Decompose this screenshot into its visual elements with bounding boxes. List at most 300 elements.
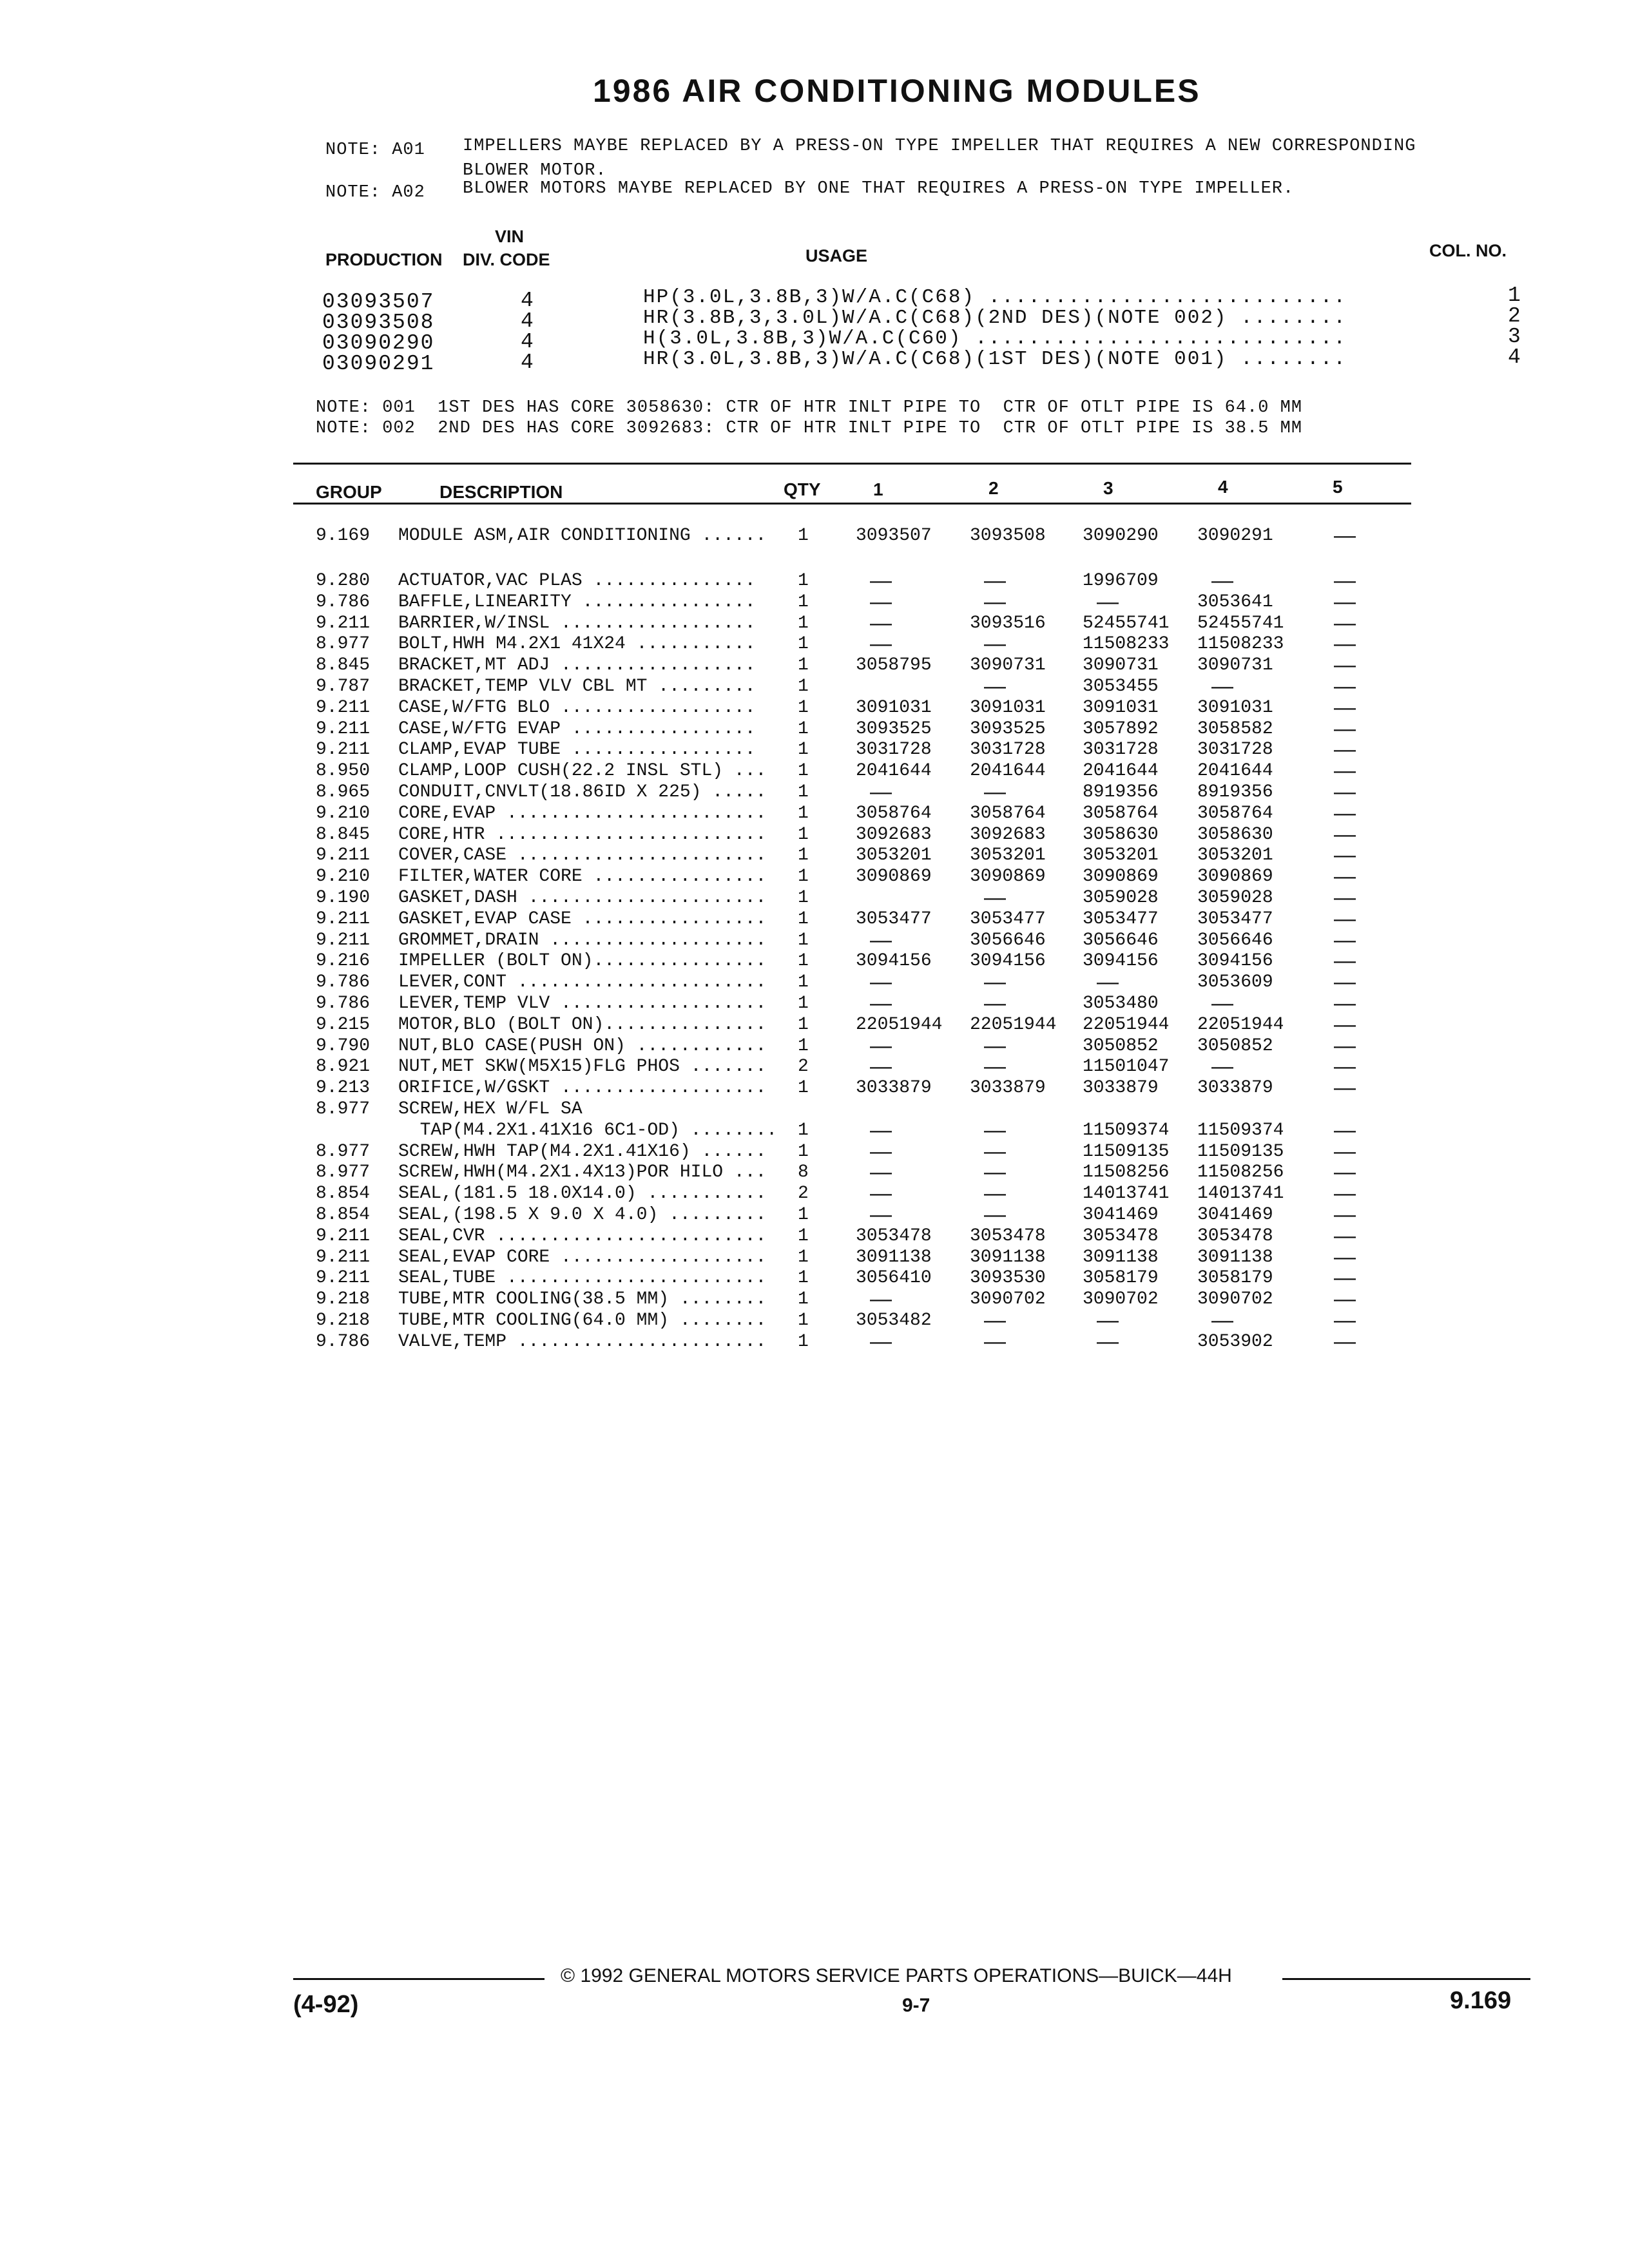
- part-qty: 1: [798, 867, 809, 887]
- part-col-3: 3058630: [1083, 824, 1159, 845]
- module-production: 03090291: [322, 352, 435, 376]
- part-col-3: 11508233: [1083, 634, 1170, 655]
- part-group: 9.786: [316, 972, 371, 993]
- table-row: [0, 631, 1629, 657]
- part-qty: 1: [798, 677, 809, 697]
- part-col-4: 11508256: [1197, 1162, 1284, 1183]
- table-row: [0, 1308, 1629, 1332]
- part-col-5: —: [1334, 523, 1356, 548]
- part-col-3: 3090869: [1083, 867, 1159, 887]
- table-row: [0, 800, 1629, 825]
- table-row: [0, 737, 1629, 762]
- part-col-3: 1996709: [1083, 571, 1159, 591]
- part-description: CASE,W/FTG EVAP .................: [398, 718, 756, 739]
- part-qty: 1: [798, 1120, 809, 1140]
- part-col-3: —: [1097, 1329, 1119, 1354]
- table-row: [0, 1162, 1629, 1184]
- part-col-5: —: [1334, 610, 1356, 635]
- part-group: 8.854: [316, 1205, 371, 1225]
- col-header-group: GROUP: [316, 482, 382, 502]
- module-div: 4: [521, 309, 535, 333]
- part-description: TUBE,MTR COOLING(38.5 MM) ........: [398, 1289, 767, 1310]
- part-qty: 1: [798, 1035, 809, 1056]
- table-row: [0, 1099, 1629, 1120]
- part-col-2: —: [984, 1202, 1006, 1227]
- part-col-2: 3094156: [970, 951, 1046, 972]
- part-col-5: —: [1334, 568, 1356, 593]
- part-col-4: 3058764: [1197, 803, 1273, 823]
- part-col-2: 3090702: [970, 1289, 1046, 1310]
- part-col-1: —: [870, 589, 892, 614]
- part-col-4: 2041644: [1197, 761, 1273, 782]
- part-qty: 2: [798, 1057, 809, 1077]
- part-col-5: —: [1334, 695, 1356, 720]
- part-col-2: —: [984, 1054, 1006, 1079]
- part-description: BRACKET,TEMP VLV CBL MT .........: [398, 677, 756, 697]
- production-header: PRODUCTION: [325, 250, 443, 269]
- part-col-4: 3059028: [1197, 888, 1273, 908]
- part-description: TAP(M4.2X1.41X16 6C1-OD) ........: [398, 1120, 778, 1140]
- part-qty: 1: [798, 1247, 809, 1267]
- part-col-3: 52455741: [1083, 613, 1170, 633]
- part-group: 9.213: [316, 1078, 371, 1099]
- part-col-1: —: [870, 1181, 892, 1206]
- part-qty: 1: [798, 718, 809, 739]
- part-qty: 8: [798, 1162, 809, 1183]
- part-col-1: 3090869: [856, 867, 932, 887]
- table-row: [0, 822, 1629, 847]
- part-col-5: —: [1334, 1054, 1356, 1079]
- part-col-1: 3053478: [856, 1225, 932, 1246]
- part-col-2: —: [984, 1160, 1006, 1185]
- part-col-4: 3058179: [1197, 1268, 1273, 1289]
- part-group: 9.211: [316, 908, 371, 929]
- part-qty: 1: [798, 824, 809, 845]
- part-col-1: —: [870, 1117, 892, 1142]
- part-col-2: —: [984, 780, 1006, 804]
- part-col-2: —: [984, 1033, 1006, 1058]
- part-group: 9.211: [316, 718, 371, 739]
- part-col-2: —: [984, 1308, 1006, 1332]
- part-group: 9.211: [316, 1268, 371, 1289]
- part-description: CLAMP,LOOP CUSH(22.2 INSL STL) ...: [398, 761, 767, 782]
- part-group: 9.787: [316, 677, 371, 697]
- part-col-5: —: [1334, 864, 1356, 889]
- part-col-4: 3053201: [1197, 845, 1273, 866]
- part-qty: 1: [798, 1268, 809, 1289]
- part-group: 9.215: [316, 1014, 371, 1035]
- table-row: [0, 906, 1629, 931]
- part-col-1: 3053482: [856, 1311, 932, 1331]
- part-group: 9.211: [316, 1247, 371, 1267]
- table-row: [0, 568, 1629, 593]
- part-col-3: 3058764: [1083, 803, 1159, 823]
- part-qty: 1: [798, 782, 809, 802]
- part-group: 9.211: [316, 613, 371, 633]
- part-group: 8.854: [316, 1184, 371, 1204]
- part-qty: 1: [798, 571, 809, 591]
- module-usage: H(3.0L,3.8B,3)W/A.C(C60) ............................: [643, 327, 1347, 350]
- part-col-3: —: [1097, 970, 1119, 995]
- part-col-5: —: [1334, 800, 1356, 825]
- part-group: 8.965: [316, 782, 371, 802]
- part-qty: 1: [798, 1078, 809, 1099]
- part-col-1: —: [870, 780, 892, 804]
- footer-copyright: © 1992 GENERAL MOTORS SERVICE PARTS OPERATIONS—BUICK—44H: [561, 1965, 1232, 1986]
- part-group: 9.211: [316, 740, 371, 760]
- part-qty: 1: [798, 761, 809, 782]
- col-header-qty: QTY: [784, 479, 821, 499]
- part-col-2: 3091138: [970, 1247, 1046, 1267]
- part-col-5: —: [1334, 948, 1356, 974]
- part-col-3: 3056646: [1083, 930, 1159, 950]
- part-col-4: 11509135: [1197, 1141, 1284, 1162]
- part-group: 8.921: [316, 1057, 371, 1077]
- footer-date: (4-92): [293, 1991, 359, 2018]
- part-col-5: —: [1334, 674, 1356, 698]
- part-col-2: 3090731: [970, 655, 1046, 676]
- part-col-2: —: [984, 631, 1006, 657]
- part-col-1: 3091138: [856, 1247, 932, 1267]
- part-col-3: 14013741: [1083, 1184, 1170, 1204]
- part-col-4: 3056646: [1197, 930, 1273, 950]
- part-col-3: 22051944: [1083, 1014, 1170, 1035]
- part-col-3: 3033879: [1083, 1078, 1159, 1099]
- part-col-3: 3053201: [1083, 845, 1159, 866]
- part-col-2: 3033879: [970, 1078, 1046, 1099]
- part-col-2: —: [984, 568, 1006, 593]
- part-col-1: 3058764: [856, 803, 932, 823]
- part-col-4: 11508233: [1197, 634, 1284, 655]
- table-row: [0, 1075, 1629, 1100]
- part-qty: 1: [798, 908, 809, 929]
- part-group: 9.218: [316, 1311, 371, 1331]
- table-row: [0, 1054, 1629, 1079]
- part-col-5: —: [1334, 1265, 1356, 1291]
- table-header-rule: [293, 503, 1411, 505]
- table-row: [0, 972, 1629, 994]
- part-qty: 1: [798, 845, 809, 866]
- note-a02-label: NOTE: A02: [325, 183, 425, 202]
- part-group: 9.786: [316, 591, 371, 612]
- part-description: VALVE,TEMP .......................: [398, 1331, 767, 1352]
- part-qty: 1: [798, 888, 809, 908]
- part-col-3: 3091031: [1083, 697, 1159, 718]
- part-col-2: 3031728: [970, 740, 1046, 760]
- part-col-4: 3033879: [1197, 1078, 1273, 1099]
- part-col-5: —: [1334, 1075, 1356, 1100]
- part-col-2: —: [984, 970, 1006, 995]
- part-col-3: 3090702: [1083, 1289, 1159, 1310]
- part-qty: 1: [798, 740, 809, 760]
- part-col-1: 3091031: [856, 697, 932, 718]
- part-col-5: —: [1334, 780, 1356, 804]
- part-group: 8.977: [316, 1099, 371, 1119]
- note-a01-label: NOTE: A01: [325, 140, 425, 160]
- part-col-4: 3053902: [1197, 1331, 1273, 1352]
- part-col-1: —: [870, 568, 892, 593]
- part-col-3: 3053455: [1083, 677, 1159, 697]
- part-col-3: 3090290: [1083, 526, 1159, 546]
- footer-group-number: 9.169: [1450, 1987, 1512, 2014]
- part-col-1: —: [870, 631, 892, 657]
- part-col-1: —: [870, 927, 892, 952]
- part-qty: 1: [798, 655, 809, 676]
- part-col-1: 3058795: [856, 655, 932, 676]
- part-col-4: 3094156: [1197, 951, 1273, 972]
- part-qty: 1: [798, 1289, 809, 1310]
- part-description: TUBE,MTR COOLING(64.0 MM) ........: [398, 1311, 767, 1331]
- part-col-2: 3053477: [970, 908, 1046, 929]
- part-col-3: 3041469: [1083, 1205, 1159, 1225]
- part-col-4: 11509374: [1197, 1120, 1284, 1140]
- part-description: BRACKET,MT ADJ ..................: [398, 655, 756, 676]
- part-col-5: —: [1334, 737, 1356, 762]
- table-row: [0, 674, 1629, 698]
- part-col-1: 3093507: [856, 526, 932, 546]
- part-col-4: 3058582: [1197, 718, 1273, 739]
- part-description: FILTER,WATER CORE ................: [398, 867, 767, 887]
- part-col-2: —: [984, 1117, 1006, 1142]
- part-col-4: 3090702: [1197, 1289, 1273, 1310]
- table-row: [0, 695, 1629, 720]
- part-group: 9.211: [316, 930, 371, 950]
- part-description: SEAL,CVR .........................: [398, 1225, 767, 1246]
- table-row: [0, 1033, 1629, 1058]
- part-col-2: 3093530: [970, 1268, 1046, 1289]
- part-qty: 1: [798, 591, 809, 612]
- part-description: SCREW,HEX W/FL SA: [398, 1099, 583, 1119]
- part-description: CORE,HTR .........................: [398, 824, 767, 845]
- part-qty: 2: [798, 1184, 809, 1204]
- part-group: 9.169: [316, 526, 371, 546]
- part-col-4: 3041469: [1197, 1205, 1273, 1225]
- module-col: 4: [1508, 345, 1522, 369]
- part-col-3: —: [1097, 1308, 1119, 1332]
- part-col-2: —: [984, 1329, 1006, 1354]
- part-col-4: 3090869: [1197, 867, 1273, 887]
- part-col-5: —: [1334, 906, 1356, 931]
- part-group: 8.845: [316, 824, 371, 845]
- part-col-2: 3056646: [970, 930, 1046, 950]
- part-col-1: 3053201: [856, 845, 932, 866]
- part-col-3: 11508256: [1083, 1162, 1170, 1183]
- part-description: LEVER,TEMP VLV ...................: [398, 994, 767, 1014]
- part-col-1: —: [870, 1054, 892, 1079]
- part-col-2: 3093508: [970, 526, 1046, 546]
- part-col-5: —: [1334, 822, 1356, 847]
- note-002: NOTE: 002 2ND DES HAS CORE 3092683: CTR OF HTR INLT PIPE TO CTR OF OTLT PIPE IS 38.5 MM: [316, 419, 1303, 438]
- module-col: 2: [1508, 304, 1522, 328]
- part-description: CASE,W/FTG BLO ..................: [398, 697, 756, 718]
- part-col-1: 3093525: [856, 718, 932, 739]
- part-col-2: 3093516: [970, 613, 1046, 633]
- part-col-4: 3053477: [1197, 908, 1273, 929]
- table-row: [0, 1289, 1629, 1311]
- part-col-3: 3094156: [1083, 951, 1159, 972]
- footer-rule-right: [1282, 1978, 1530, 1980]
- table-row: [0, 523, 1629, 548]
- part-group: 9.280: [316, 571, 371, 591]
- col-header-description: DESCRIPTION: [439, 482, 563, 502]
- part-col-5: —: [1334, 716, 1356, 741]
- part-col-5: —: [1334, 1033, 1356, 1058]
- part-qty: 1: [798, 634, 809, 655]
- part-col-1: 3056410: [856, 1268, 932, 1289]
- part-qty: 1: [798, 930, 809, 950]
- module-usage: HP(3.0L,3.8B,3)W/A.C(C68) ...........................: [643, 286, 1347, 309]
- part-col-4: —: [1211, 1308, 1233, 1332]
- part-group: 9.210: [316, 867, 371, 887]
- part-description: NUT,MET SKW(M5X15)FLG PHOS .......: [398, 1057, 767, 1077]
- note-a01-text: IMPELLERS MAYBE REPLACED BY A PRESS-ON TYPE IMPELLER THAT REQUIRES A NEW CORRESPONDING: [463, 137, 1416, 156]
- part-group: 9.216: [316, 951, 371, 972]
- part-qty: 1: [798, 697, 809, 718]
- part-description: GROMMET,DRAIN ....................: [398, 930, 767, 950]
- part-qty: 1: [798, 613, 809, 633]
- footer-rule-left: [293, 1978, 545, 1980]
- part-col-3: 3057892: [1083, 718, 1159, 739]
- part-description: GASKET,DASH ......................: [398, 888, 767, 908]
- part-description: CLAMP,EVAP TUBE .................: [398, 740, 756, 760]
- part-qty: 1: [798, 972, 809, 993]
- part-qty: 1: [798, 1014, 809, 1035]
- module-col: 3: [1508, 325, 1522, 349]
- table-row: [0, 1117, 1629, 1142]
- part-qty: 1: [798, 951, 809, 972]
- part-col-1: 2041644: [856, 761, 932, 782]
- part-col-1: 3031728: [856, 740, 932, 760]
- part-qty: 1: [798, 1331, 809, 1352]
- part-col-5: —: [1334, 843, 1356, 868]
- part-col-3: 3058179: [1083, 1268, 1159, 1289]
- part-col-4: —: [1211, 568, 1233, 593]
- part-col-5: —: [1334, 991, 1356, 1015]
- note-a01-text2: BLOWER MOTOR.: [463, 161, 607, 180]
- part-col-4: 3053478: [1197, 1225, 1273, 1246]
- part-description: GASKET,EVAP CASE .................: [398, 908, 767, 929]
- part-col-2: —: [984, 1181, 1006, 1206]
- part-col-2: 3053201: [970, 845, 1046, 866]
- part-col-1: 3092683: [856, 824, 932, 845]
- part-col-2: 2041644: [970, 761, 1046, 782]
- part-description: NUT,BLO CASE(PUSH ON) ............: [398, 1035, 767, 1056]
- table-row: [0, 991, 1629, 1015]
- part-group: 8.977: [316, 1141, 371, 1162]
- part-col-5: —: [1334, 1160, 1356, 1185]
- part-col-3: 3053478: [1083, 1225, 1159, 1246]
- col-no-header: COL. NO.: [1429, 241, 1507, 260]
- part-col-4: 52455741: [1197, 613, 1284, 633]
- table-row: [0, 655, 1629, 677]
- table-row: [0, 610, 1629, 635]
- part-col-3: 3053477: [1083, 908, 1159, 929]
- part-group: 9.790: [316, 1035, 371, 1056]
- part-description: ACTUATOR,VAC PLAS ...............: [398, 571, 756, 591]
- part-description: CORE,EVAP ........................: [398, 803, 767, 823]
- part-col-5: —: [1334, 1329, 1356, 1354]
- part-col-2: 3053478: [970, 1225, 1046, 1246]
- part-group: 9.218: [316, 1289, 371, 1310]
- part-group: 9.211: [316, 1225, 371, 1246]
- part-col-3: 8919356: [1083, 782, 1159, 802]
- part-col-1: —: [870, 1202, 892, 1227]
- part-col-3: 11509135: [1083, 1141, 1170, 1162]
- part-col-3: 11509374: [1083, 1120, 1170, 1140]
- module-production: 03093507: [322, 290, 435, 314]
- col-header-3: 3: [1103, 478, 1113, 498]
- part-col-1: —: [870, 1287, 892, 1312]
- module-div: 4: [521, 330, 535, 354]
- table-row: [0, 716, 1629, 741]
- part-qty: 1: [798, 994, 809, 1014]
- part-col-4: 22051944: [1197, 1014, 1284, 1035]
- part-qty: 1: [798, 1311, 809, 1331]
- col-header-4: 4: [1218, 477, 1228, 497]
- part-col-5: —: [1334, 885, 1356, 910]
- table-row: [0, 1223, 1629, 1248]
- part-col-5: —: [1334, 1223, 1356, 1248]
- part-col-5: —: [1334, 1308, 1356, 1332]
- table-row: [0, 885, 1629, 910]
- table-row: [0, 845, 1629, 867]
- part-col-2: 3058764: [970, 803, 1046, 823]
- part-col-5: —: [1334, 1244, 1356, 1269]
- part-col-4: —: [1211, 991, 1233, 1015]
- part-group: 8.845: [316, 655, 371, 676]
- col-header-2: 2: [988, 478, 999, 498]
- part-description: BOLT,HWH M4.2X1 41X24 ...........: [398, 634, 756, 655]
- part-group: 9.190: [316, 888, 371, 908]
- part-col-4: 3090291: [1197, 526, 1273, 546]
- part-col-1: —: [870, 970, 892, 995]
- part-group: 9.211: [316, 697, 371, 718]
- part-col-3: 11501047: [1083, 1057, 1170, 1077]
- part-col-2: —: [984, 1139, 1006, 1164]
- part-col-3: 3091138: [1083, 1247, 1159, 1267]
- part-col-2: 22051944: [970, 1014, 1057, 1035]
- part-col-5: —: [1334, 1117, 1356, 1142]
- part-col-4: 8919356: [1197, 782, 1273, 802]
- part-col-2: 3091031: [970, 697, 1046, 718]
- part-description: ORIFICE,W/GSKT ...................: [398, 1078, 767, 1099]
- col-header-1: 1: [873, 479, 883, 499]
- part-qty: 1: [798, 1141, 809, 1162]
- part-col-5: —: [1334, 1139, 1356, 1164]
- table-row: [0, 1139, 1629, 1164]
- part-col-1: —: [870, 1329, 892, 1354]
- table-row: [0, 758, 1629, 783]
- table-row: [0, 1244, 1629, 1269]
- part-col-1: —: [870, 1033, 892, 1058]
- part-qty: 1: [798, 803, 809, 823]
- part-col-1: 3094156: [856, 951, 932, 972]
- div-code-header: DIV. CODE: [463, 250, 550, 269]
- vin-header: VIN: [495, 227, 525, 246]
- part-col-1: —: [870, 991, 892, 1015]
- table-row: [0, 1012, 1629, 1037]
- part-col-5: —: [1334, 927, 1356, 952]
- part-col-2: —: [984, 589, 1006, 614]
- part-col-1: 22051944: [856, 1014, 943, 1035]
- part-group: 9.786: [316, 1331, 371, 1352]
- module-usage: HR(3.8B,3,3.0L)W/A.C(C68)(2ND DES)(NOTE 002) ........: [643, 307, 1347, 329]
- part-col-3: 3050852: [1083, 1035, 1159, 1056]
- part-col-2: 3093525: [970, 718, 1046, 739]
- module-col: 1: [1508, 284, 1522, 307]
- usage-header: USAGE: [805, 246, 868, 265]
- table-row: [0, 1265, 1629, 1291]
